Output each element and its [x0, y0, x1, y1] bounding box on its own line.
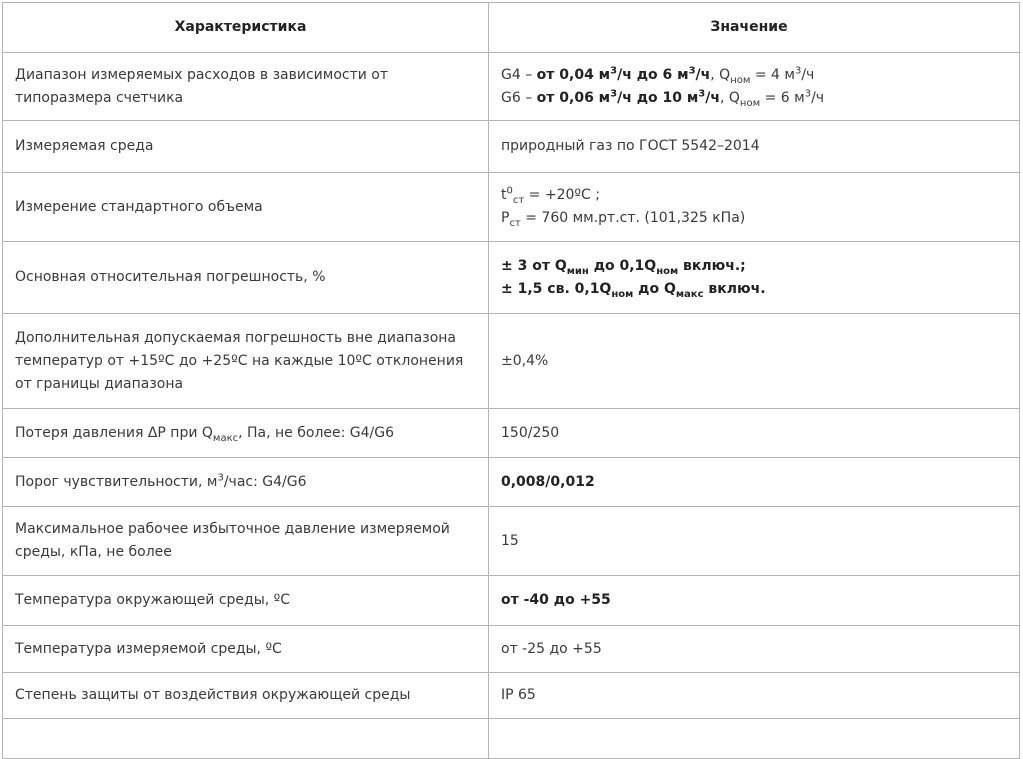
subscript-text: ном	[611, 288, 634, 300]
cell-text: включ.;	[678, 257, 746, 274]
cell-line	[501, 422, 997, 445]
table-row	[3, 53, 1020, 121]
superscript-text: 3	[610, 64, 618, 76]
superscript-text: 3	[698, 87, 706, 99]
value-cell	[489, 673, 1020, 719]
cell-text: ± 1,5 св. 0,1Q	[501, 280, 612, 297]
superscript-text: 3	[688, 64, 696, 76]
table-row	[3, 242, 1020, 314]
cell-text: = 6 м	[760, 89, 805, 106]
value-cell	[489, 507, 1020, 576]
cell-text: /ч	[801, 66, 815, 83]
table-row	[3, 626, 1020, 673]
cell-line	[501, 184, 997, 207]
cell-text: /час: G4/G6	[223, 473, 307, 490]
cell-text: от 0,06 м	[536, 89, 611, 106]
cell-line	[15, 327, 466, 396]
cell-text: 15	[501, 532, 519, 549]
cell-text: , Q	[720, 89, 740, 106]
header-characteristic: Характеристика	[3, 3, 489, 53]
cell-text: , Па, не более: G4/G6	[238, 424, 395, 441]
cell-line	[15, 471, 466, 494]
cell-line	[501, 87, 997, 110]
cell-line	[15, 196, 466, 219]
cell-line	[15, 422, 466, 445]
cell-text: G6 –	[501, 89, 537, 106]
cell-text: /ч до 6 м	[617, 66, 689, 83]
cell-line	[501, 684, 997, 707]
cell-text: ±0,4%	[501, 352, 549, 369]
value-cell	[489, 121, 1020, 173]
cell-line	[15, 684, 466, 707]
cell-text: Основная относительная погрешность, %	[15, 269, 326, 285]
cell-line	[15, 135, 466, 158]
cell-line	[501, 135, 997, 158]
cell-text: = 4 м	[750, 66, 795, 83]
cell-line	[501, 64, 997, 87]
characteristic-cell	[3, 626, 489, 673]
characteristic-cell	[3, 507, 489, 576]
table-row	[3, 409, 1020, 458]
cell-line	[15, 266, 466, 289]
subscript-text: ст	[512, 194, 525, 206]
cell-text: , Q	[710, 66, 731, 83]
value-cell	[489, 576, 1020, 626]
subscript-text: макс	[675, 288, 704, 300]
cell-text: 150/250	[501, 424, 560, 441]
cell-line	[15, 589, 466, 612]
cell-line	[501, 589, 997, 612]
cell-line	[15, 64, 466, 110]
subscript-text: макс	[212, 432, 239, 444]
superscript-text: 3	[610, 87, 618, 99]
cell-line	[501, 350, 997, 373]
cell-line	[501, 255, 997, 278]
value-cell	[489, 626, 1020, 673]
cell-line	[15, 518, 466, 564]
characteristic-cell	[3, 53, 489, 121]
value-cell	[489, 409, 1020, 458]
characteristic-cell	[3, 409, 489, 458]
cell-text: от 0,04 м	[536, 66, 611, 83]
cell-text: до Q	[633, 280, 676, 297]
characteristic-cell	[3, 173, 489, 242]
characteristic-cell	[3, 576, 489, 626]
cell-text: Измерение стандартного объема	[15, 198, 263, 215]
value-cell	[489, 242, 1020, 314]
table-row	[3, 121, 1020, 173]
cell-text: до 0,1Q	[588, 257, 657, 274]
cell-text: от -40 до +55	[501, 592, 611, 608]
characteristic-cell	[3, 719, 489, 759]
characteristic-cell	[3, 673, 489, 719]
header-value: Значение	[489, 3, 1020, 53]
cell-line	[501, 207, 997, 230]
superscript-text: 0	[506, 185, 513, 197]
cell-text: P	[501, 210, 510, 226]
table-row	[3, 673, 1020, 719]
cell-text: /ч	[705, 89, 720, 106]
value-cell	[489, 458, 1020, 507]
value-cell	[489, 314, 1020, 409]
cell-line	[501, 471, 997, 494]
characteristic-cell	[3, 314, 489, 409]
cell-text: /ч	[695, 66, 711, 83]
cell-text: природный газ по ГОСТ 5542–2014	[501, 138, 760, 154]
cell-text: /ч до 10 м	[617, 89, 699, 106]
cell-text: = 760 мм.рт.ст. (101,325 кПа)	[520, 210, 746, 226]
cell-text: Степень защиты от воздействия окружающей среды	[15, 687, 411, 703]
cell-text: Порог чувствительности, м	[15, 473, 218, 490]
cell-text: = +20ºС ;	[524, 187, 600, 203]
table-row	[3, 507, 1020, 576]
subscript-text: ном	[656, 265, 679, 277]
cell-text: от -25 до +55	[501, 640, 602, 657]
cell-text: Измеряемая среда	[15, 138, 154, 154]
cell-text: Температура измеряемой среды, ºС	[15, 640, 282, 657]
subscript-text: ном	[739, 97, 761, 109]
cell-text: Температура окружающей среды, ºС	[15, 592, 291, 608]
cell-text: включ.	[703, 280, 766, 297]
characteristic-cell	[3, 458, 489, 507]
table-row	[3, 576, 1020, 626]
cell-text: Потеря давления ΔP при Q	[15, 424, 213, 441]
table-row	[3, 458, 1020, 507]
superscript-text: 3	[217, 471, 224, 483]
table-header-row	[3, 3, 1020, 53]
superscript-text: 3	[794, 64, 802, 76]
cell-text: 0,008/0,012	[501, 473, 595, 490]
cell-line	[501, 638, 997, 661]
cell-text: t	[501, 187, 507, 203]
subscript-text: ст	[509, 217, 521, 229]
superscript-text: 3	[804, 87, 812, 99]
subscript-text: ном	[730, 74, 751, 86]
table-row	[3, 173, 1020, 242]
characteristic-cell	[3, 121, 489, 173]
cell-text: Дополнительная допускаемая погрешность вне диапазона температур от +15ºС до +25ºС на каждые 10ºС отклонения от границы диапазона	[15, 329, 464, 392]
cell-text: G4 –	[501, 66, 537, 83]
value-cell	[489, 53, 1020, 121]
value-cell	[489, 719, 1020, 759]
value-cell	[489, 173, 1020, 242]
cell-text: /ч	[811, 89, 825, 106]
table-row	[3, 314, 1020, 409]
subscript-text: мин	[566, 265, 589, 277]
cell-text: ± 3 от Q	[501, 257, 567, 274]
cell-line	[15, 638, 466, 661]
cell-text: Максимальное рабочее избыточное давление измеряемой среды, кПа, не более	[15, 521, 450, 560]
cell-line	[501, 278, 997, 301]
cell-text: IP 65	[501, 687, 536, 703]
cell-text: Диапазон измеряемых расходов в зависимости от типоразмера счетчика	[15, 66, 389, 106]
specifications-table	[2, 2, 1020, 759]
cell-line	[501, 530, 997, 553]
characteristic-cell	[3, 242, 489, 314]
table-row	[3, 719, 1020, 759]
